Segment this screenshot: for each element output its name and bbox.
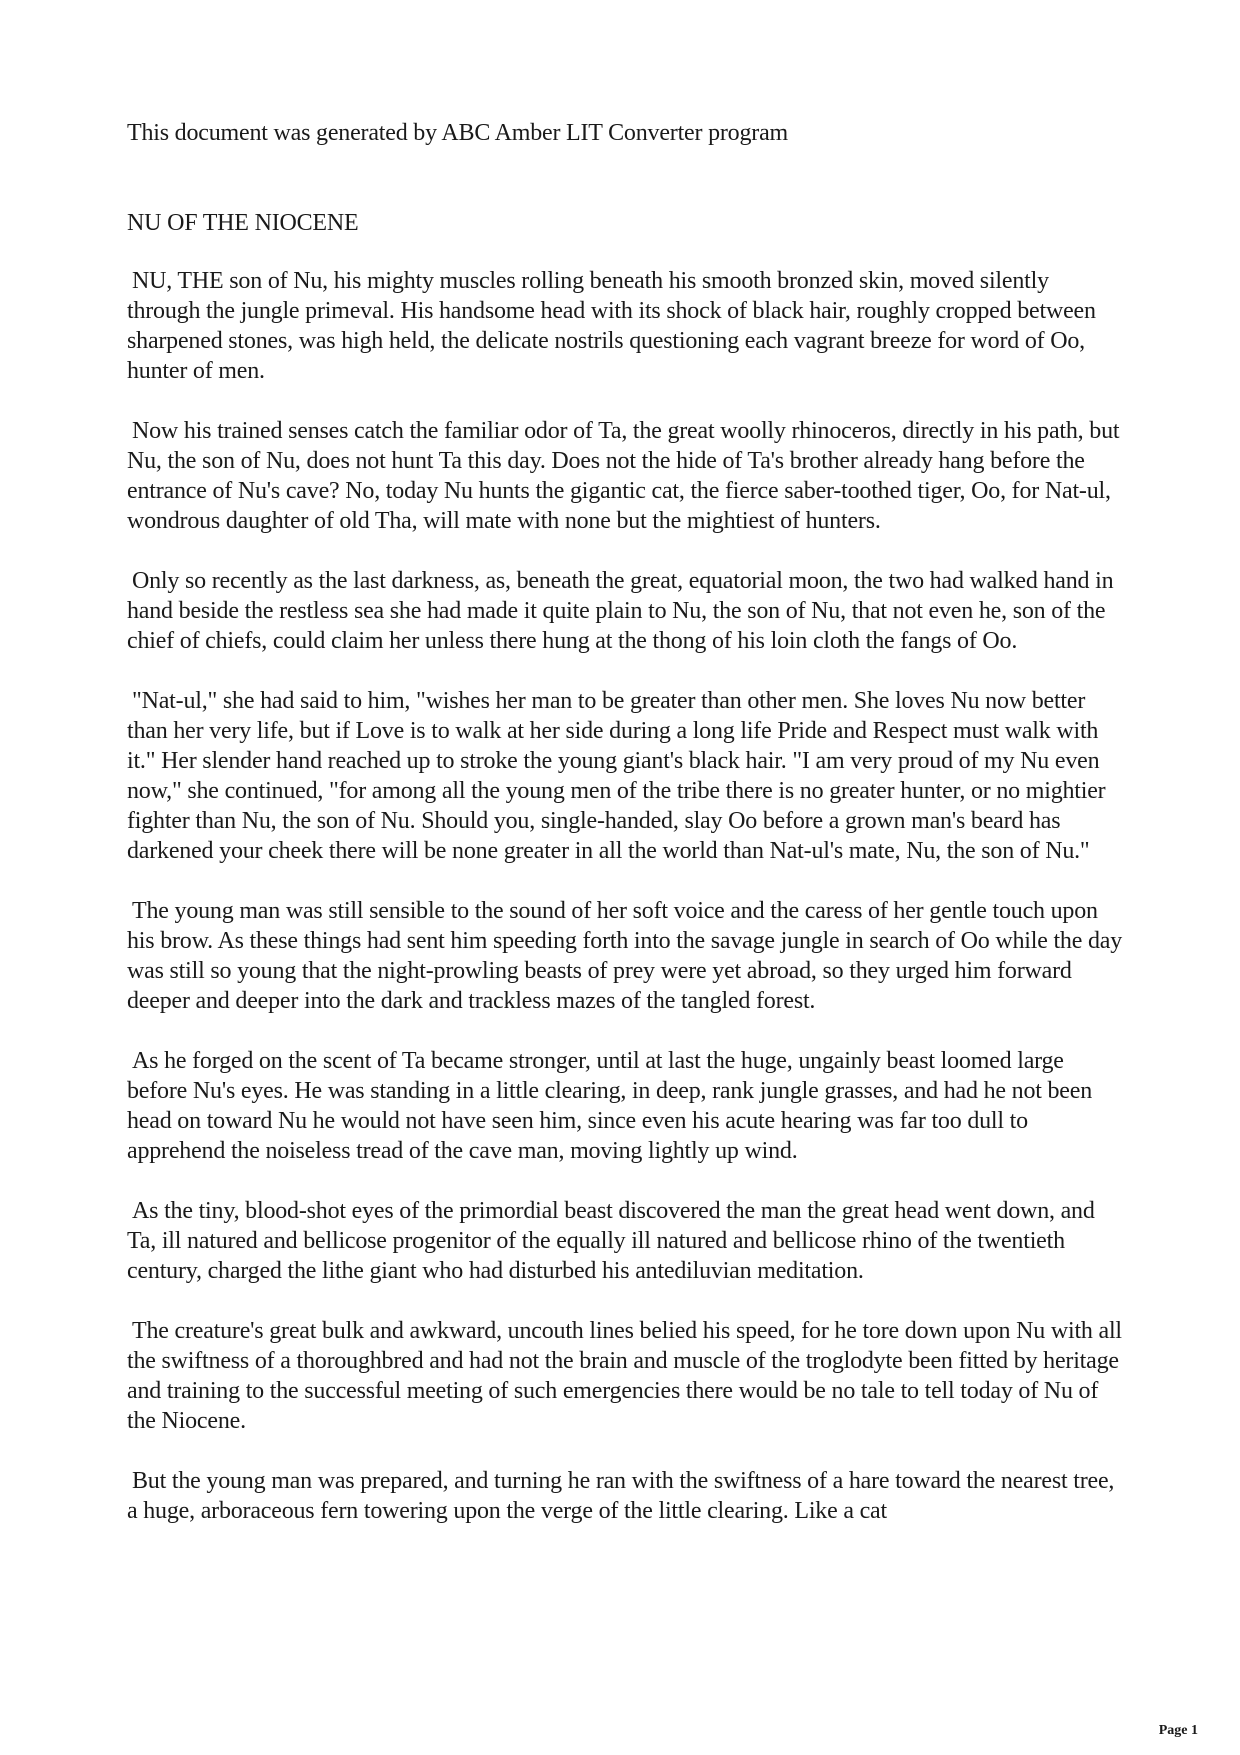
page-number: Page 1: [1158, 1723, 1198, 1738]
paragraph: But the young man was prepared, and turning he ran with the swiftness of a hare toward the nearest tree, a huge, arboraceous fern towering upon the verge of the little clearing. Like a cat: [127, 1468, 1115, 1524]
book-title: NU OF THE NIOCENE: [127, 210, 359, 236]
paragraph: As he forged on the scent of Ta became stronger, until at last the huge, ungainly beast loomed large before Nu's eyes. He was standing in a little clearing, in deep, rank jungle grasses, and had he not been head on toward Nu he would not have seen him, since even his acute hearing was far too dull to apprehend the noiseless tread of the cave man, moving lightly up wind.: [127, 1048, 1093, 1164]
paragraph: NU, THE son of Nu, his mighty muscles rolling beneath his smooth bronzed skin, moved silently through the jungle primeval. His handsome head with its shock of black hair, roughly cropped between sharpened stones, was high held, the delicate nostrils questioning each vagrant breeze for word of Oo, hunter of men.: [127, 268, 1096, 384]
paragraph: As the tiny, blood-shot eyes of the primordial beast discovered the man the great head went down, and Ta, ill natured and bellicose progenitor of the equally ill natured and bellicose rhino of the twentieth century, charged the lithe giant who had disturbed his antediluvian meditation.: [127, 1198, 1095, 1284]
paragraph: "Nat-ul," she had said to him, "wishes her man to be greater than other men. She loves Nu now better than her very life, but if Love is to walk at her side during a long life Pride and Respect must walk with it." Her slender hand reached up to stroke the young giant's black hair. "I am very proud of my Nu even now," she continued, "for among all the young men of the tribe there is no greater hunter, or no mightier fighter than Nu, the son of Nu. Should you, single-handed, slay Oo before a grown man's beard has darkened your cheek there will be none greater in all the world than Nat-ul's mate, Nu, the son of Nu.": [127, 688, 1106, 864]
body-text: [127, 266, 1127, 1556]
generator-notice: This document was generated by ABC Amber LIT Converter program: [127, 120, 788, 146]
paragraph: Only so recently as the last darkness, as, beneath the great, equatorial moon, the two had walked hand in hand beside the restless sea she had made it quite plain to Nu, the son of Nu, that not even he, son of the chief of chiefs, could claim her unless there hung at the thong of his loin cloth the fangs of Oo.: [127, 568, 1114, 654]
paragraph: The young man was still sensible to the sound of her soft voice and the caress of her gentle touch upon his brow. As these things had sent him speeding forth into the savage jungle in search of Oo while the day was still so young that the night-prowling beasts of prey were yet abroad, so they urged him forward deeper and deeper into the dark and trackless mazes of the tangled forest.: [127, 898, 1123, 1014]
paragraph: Now his trained senses catch the familiar odor of Ta, the great woolly rhinoceros, directly in his path, but Nu, the son of Nu, does not hunt Ta this day. Does not the hide of Ta's brother already hang before the entrance of Nu's cave? No, today Nu hunts the gigantic cat, the fierce saber-toothed tiger, Oo, for Nat-ul, wondrous daughter of old Tha, will mate with none but the mightiest of hunters.: [127, 418, 1120, 534]
paragraph: The creature's great bulk and awkward, uncouth lines belied his speed, for he tore down upon Nu with all the swiftness of a thoroughbred and had not the brain and muscle of the troglodyte been fitted by heritage and training to the successful meeting of such emergencies there would be no tale to tell today of Nu of the Niocene.: [127, 1318, 1122, 1434]
